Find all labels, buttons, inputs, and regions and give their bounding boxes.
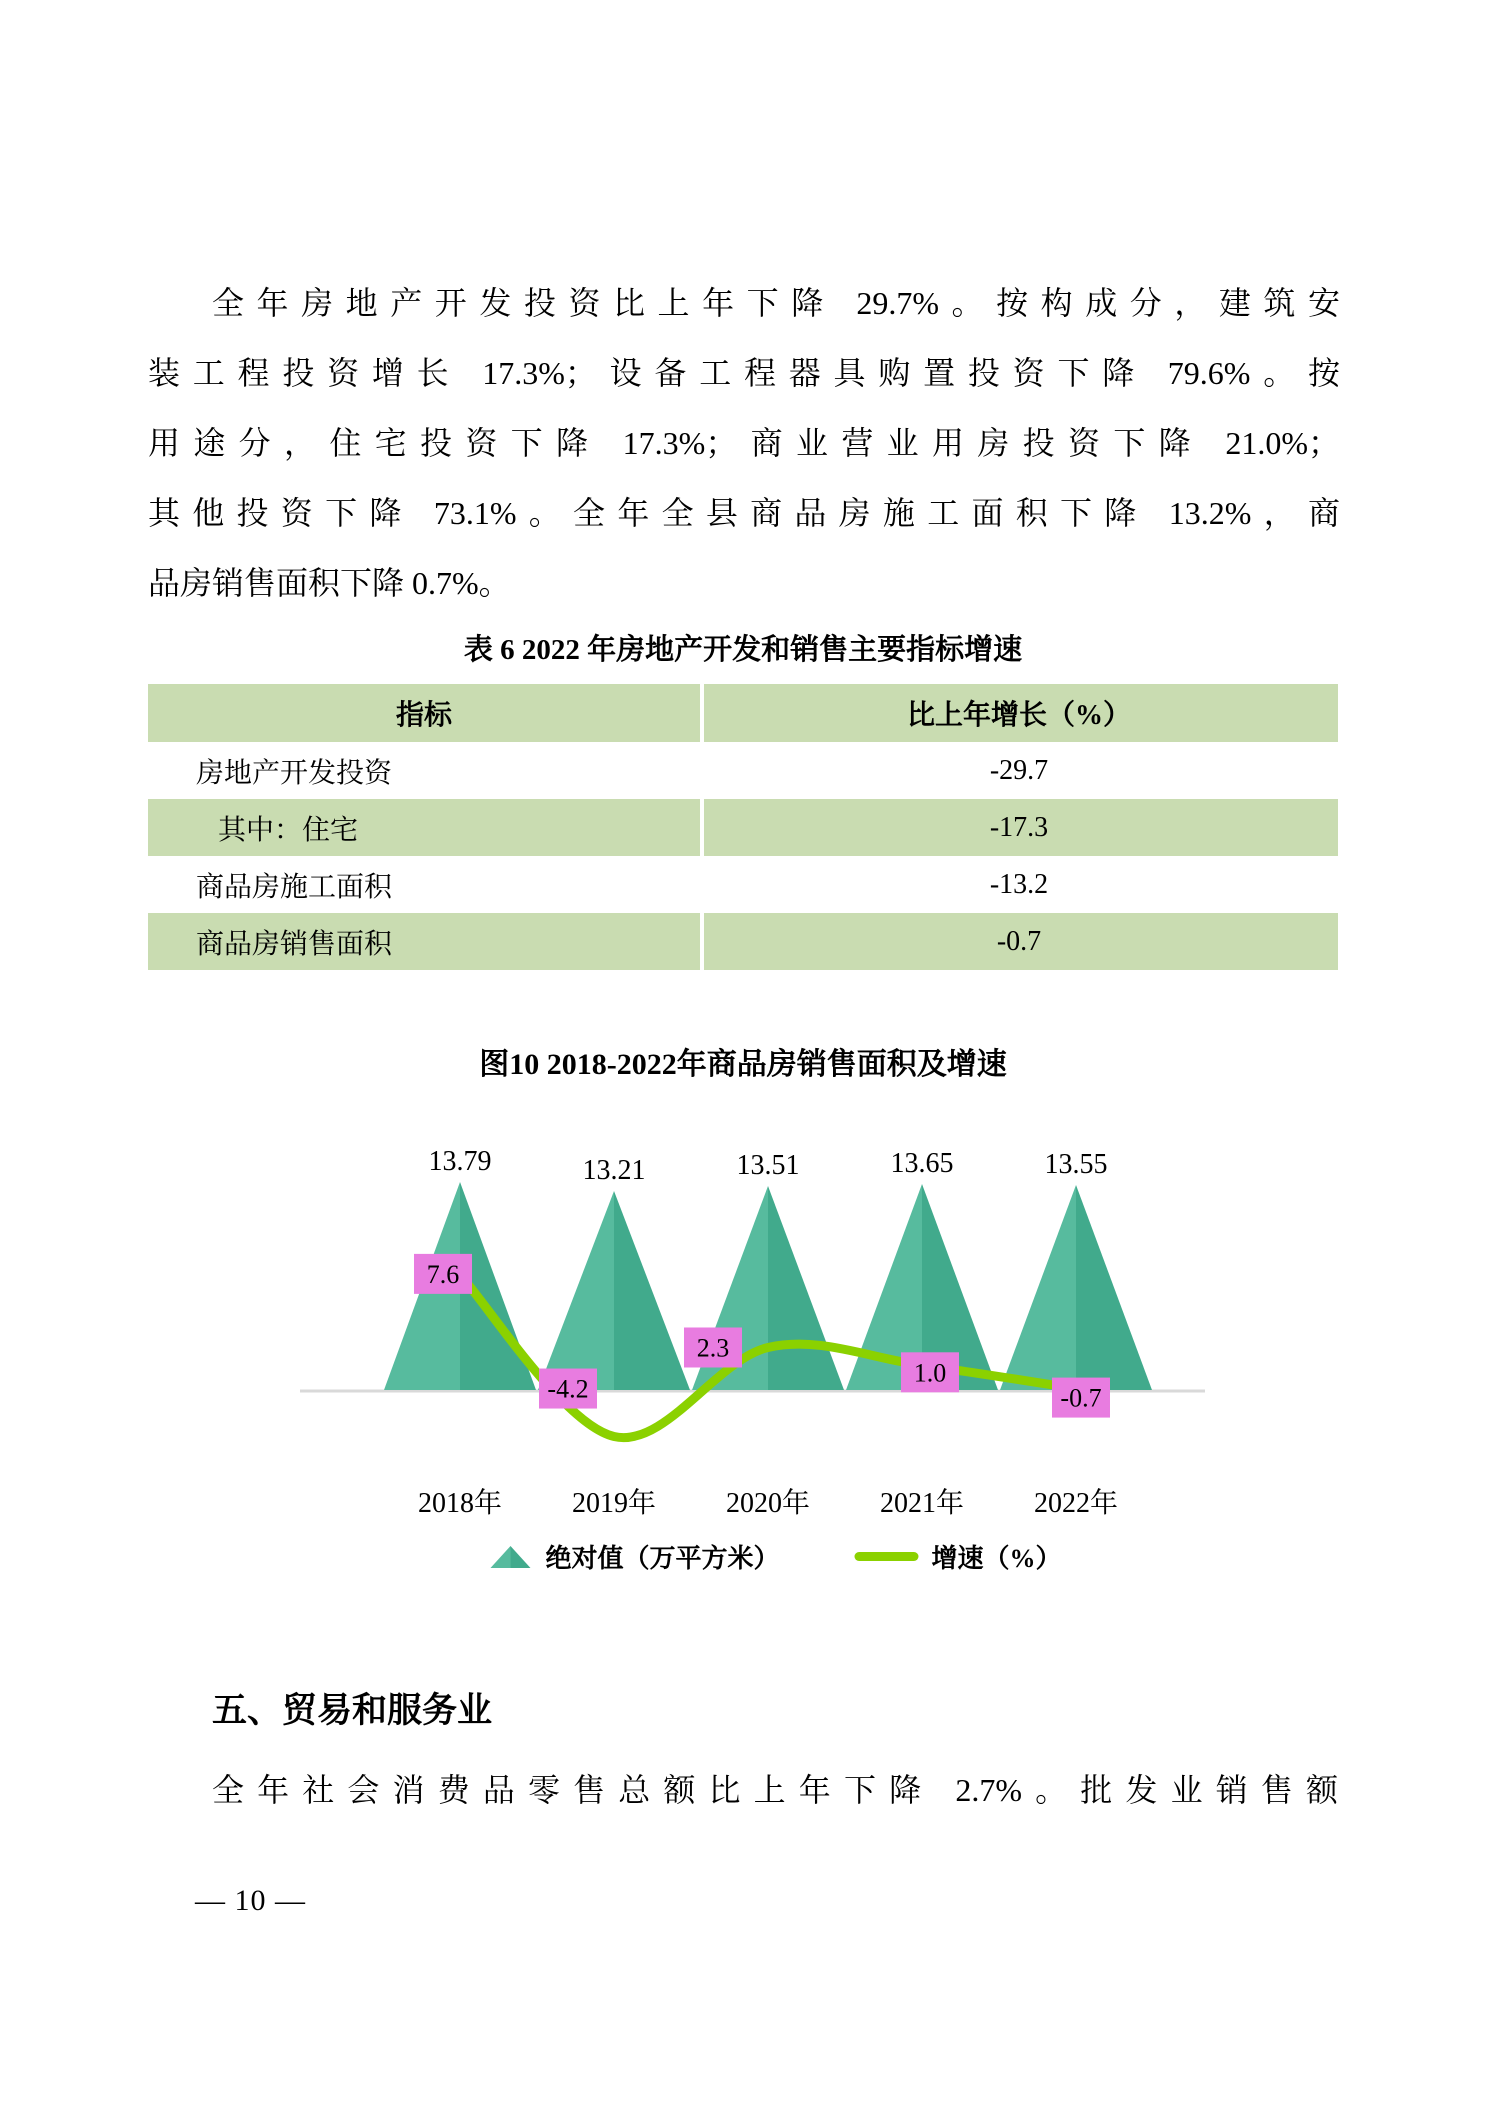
pyramid-value-label: 13.55 xyxy=(1044,1149,1108,1180)
table-cell-indicator: 商品房施工面积 xyxy=(196,871,393,903)
table-cell-growth: -29.7 xyxy=(989,754,1049,786)
legend-line-icon xyxy=(855,1552,919,1561)
growth-value-label: 2.3 xyxy=(696,1333,730,1363)
paragraph-line: 其他投资下降 73.1%。全年全县商品房施工面积下降 13.2%，商 xyxy=(148,495,1340,531)
pyramid-value-label: 13.21 xyxy=(582,1155,646,1186)
section-heading: 五、贸易和服务业 xyxy=(212,1691,493,1730)
page-number: — 10 — xyxy=(195,1884,306,1917)
paragraph-line: 装工程投资增长 17.3%；设备工程器具购置投资下降 79.6%。按 xyxy=(148,355,1340,391)
pyramid-value-label: 13.51 xyxy=(736,1150,800,1181)
body-paragraph xyxy=(148,268,1340,618)
pyramid-right-face xyxy=(768,1186,844,1390)
pyramid-left-face xyxy=(1000,1185,1076,1390)
legend-pyramid-icon xyxy=(488,1544,532,1570)
table-cell-indicator: 其中：住宅 xyxy=(218,814,359,846)
paragraph-line: 品房销售面积下降 0.7%。 xyxy=(148,565,511,601)
growth-value-label: 1.0 xyxy=(913,1358,947,1388)
table-column-divider xyxy=(700,684,704,970)
x-axis-category-label: 2018年 xyxy=(417,1488,503,1519)
legend-growth-label: 增速（%） xyxy=(931,1544,1062,1573)
x-axis-category-label: 2022年 xyxy=(1033,1488,1119,1519)
table-row xyxy=(148,799,1338,856)
pyramid-left-face xyxy=(538,1191,614,1390)
table-row xyxy=(148,742,1338,799)
table-cell-growth: -13.2 xyxy=(989,868,1049,900)
table-header-growth: 比上年增长（%） xyxy=(906,700,1131,731)
x-axis-category-label: 2019年 xyxy=(571,1488,657,1519)
indicators-table xyxy=(148,684,1338,970)
pyramid-value-label: 13.65 xyxy=(890,1148,954,1179)
table-row xyxy=(148,913,1338,970)
table-cell-indicator: 房地产开发投资 xyxy=(196,757,393,789)
pyramid-right-face xyxy=(614,1191,690,1390)
section-paragraph xyxy=(148,1755,1338,1825)
x-axis-category-label: 2021年 xyxy=(879,1488,965,1519)
chart-legend xyxy=(488,1538,1061,1575)
legend-absolute-label: 绝对值（万平方米） xyxy=(545,1544,780,1573)
pyramid-value-label: 13.79 xyxy=(428,1146,492,1177)
x-axis-category-label: 2020年 xyxy=(725,1488,811,1519)
paragraph-line: 全年房地产开发投资比上年下降 29.7%。按构成分，建筑安 xyxy=(212,285,1340,321)
growth-value-label: -4.2 xyxy=(547,1374,589,1404)
table-cell-indicator: 商品房销售面积 xyxy=(196,928,393,960)
paragraph-line: 全年社会消费品零售总额比上年下降 2.7%。批发业销售额 xyxy=(212,1772,1338,1808)
growth-value-label: -0.7 xyxy=(1060,1383,1102,1413)
pyramid-right-face xyxy=(1076,1185,1152,1390)
chart-title: 图10 2018-2022年商品房销售面积及增速 xyxy=(479,1048,1007,1081)
table-cell-growth: -17.3 xyxy=(989,811,1049,843)
table-row xyxy=(148,856,1338,913)
table-header-row xyxy=(148,684,1338,742)
table-header-indicator: 指标 xyxy=(395,700,452,731)
paragraph-line: 用途分，住宅投资下降 17.3%；商业营业用房投资下降 21.0%； xyxy=(148,425,1340,461)
pyramid-line-chart xyxy=(0,1120,1486,1520)
table-cell-growth: -0.7 xyxy=(996,925,1042,957)
growth-value-label: 7.6 xyxy=(426,1259,460,1289)
table-caption: 表 6 2022 年房地产开发和销售主要指标增速 xyxy=(463,634,1023,666)
